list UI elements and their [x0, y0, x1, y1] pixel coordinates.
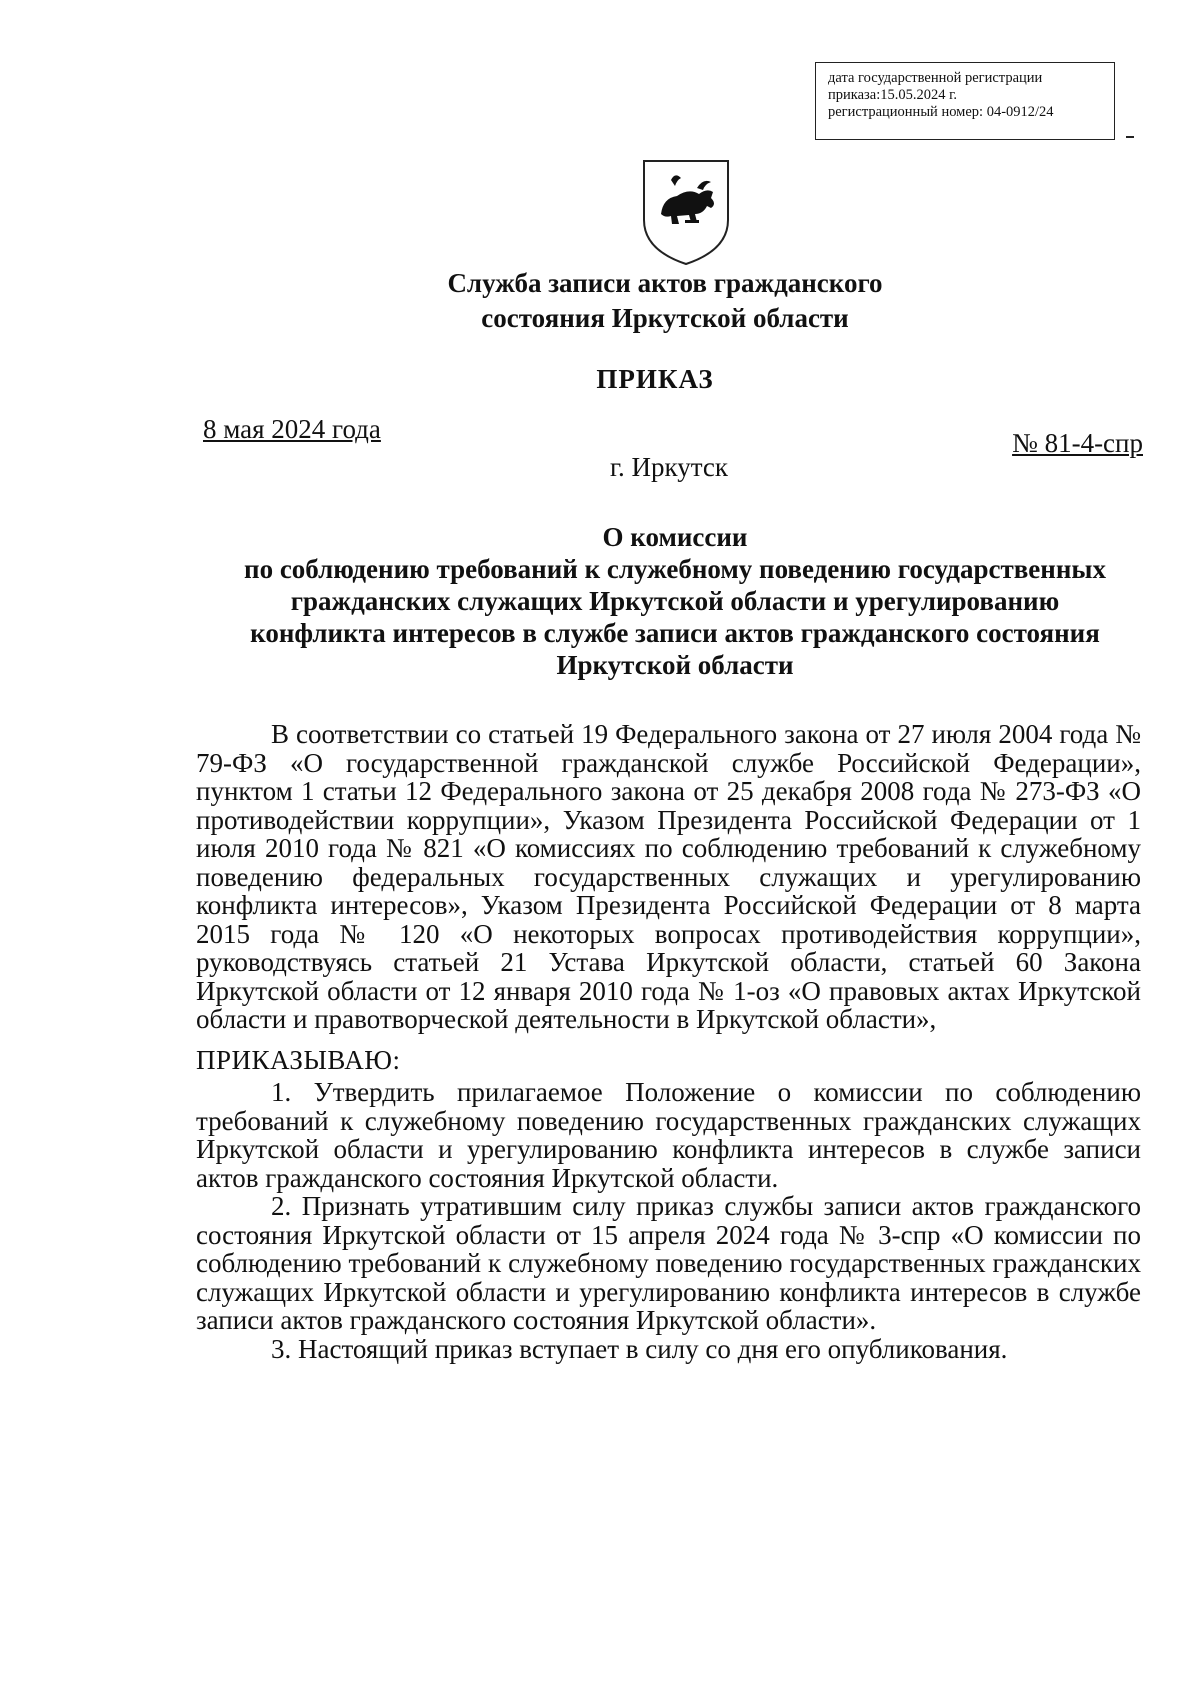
scan-mark — [1126, 136, 1134, 138]
document-city: г. Иркутск — [610, 452, 728, 482]
order-item-2: 2. Признать утратившим силу приказ службы записи актов гражданского состояния Иркутской области от 15 апреля 2024 года № 3-спр «О комиссии по соблюдению требований к служебному поведению государственных гражданских служащих Иркутской области и урегулированию конфликта интересов в службе записи актов гражданского состояния Иркутской области». — [196, 1191, 1141, 1335]
document-number: № 81-4-спр — [1012, 428, 1143, 458]
document-type: ПРИКАЗ — [596, 364, 714, 394]
order-item-1: 1. Утвердить прилагаемое Положение о комиссии по соблюдению требований к служебному поведению государственных гражданских служащих Иркутской области и урегулированию конфликта интересов в службе записи актов гражданского состояния Иркутской области. — [196, 1077, 1141, 1193]
registration-line-3: регистрационный номер: 04-0912/24 — [828, 104, 1054, 120]
organization-name — [0, 266, 1200, 336]
subject-line-3: гражданских служащих Иркутской области и урегулированию — [290, 586, 1060, 616]
subject-line-2: по соблюдению требований к служебному поведению государственных — [244, 554, 1106, 584]
subject-line-1: О комиссии — [602, 522, 748, 552]
document-date: 8 мая 2024 года — [203, 414, 381, 444]
registration-line-1: дата государственной регистрации — [828, 70, 1043, 86]
coat-of-arms-icon — [641, 158, 731, 266]
document-body — [196, 720, 1141, 1363]
subject-line-4: конфликта интересов в службе записи актов гражданского состояния — [250, 618, 1100, 648]
decree-heading: ПРИКАЗЫВАЮ: — [196, 1044, 401, 1075]
organization-line-1: Служба записи актов гражданского — [447, 268, 883, 298]
order-item-3: 3. Настоящий приказ вступает в силу со дня его опубликования. — [271, 1333, 1008, 1364]
registration-line-2: приказа:15.05.2024 г. — [828, 87, 958, 103]
document-subject — [200, 521, 1150, 681]
registration-stamp — [815, 62, 1115, 140]
subject-line-5: Иркутской области — [556, 650, 794, 680]
organization-line-2: состояния Иркутской области — [481, 303, 849, 333]
preamble-paragraph: В соответствии со статьей 19 Федерального закона от 27 июля 2004 года № 79-ФЗ «О государственной гражданской службе Российской Федерации», пунктом 1 статьи 12 Федерального закона от 25 декабря 2008 года № 273-ФЗ «О противодействии коррупции», Указом Президента Российской Федерации от 1 июля 2010 года № 821 «О комиссиях по соблюдению требований к служебному поведению федеральных государственных служащих и урегулированию конфликта интересов», Указом Президента Российской Федерации от 8 марта 2015 года № 120 «О некоторых вопросах противодействия коррупции», руководствуясь статьей 21 Устава Иркутской области, статьей 60 Закона Иркутской области от 12 января 2010 года № 1-оз «О правовых актах Иркутской области и правотворческой деятельности в Иркутской области», — [196, 719, 1141, 1034]
